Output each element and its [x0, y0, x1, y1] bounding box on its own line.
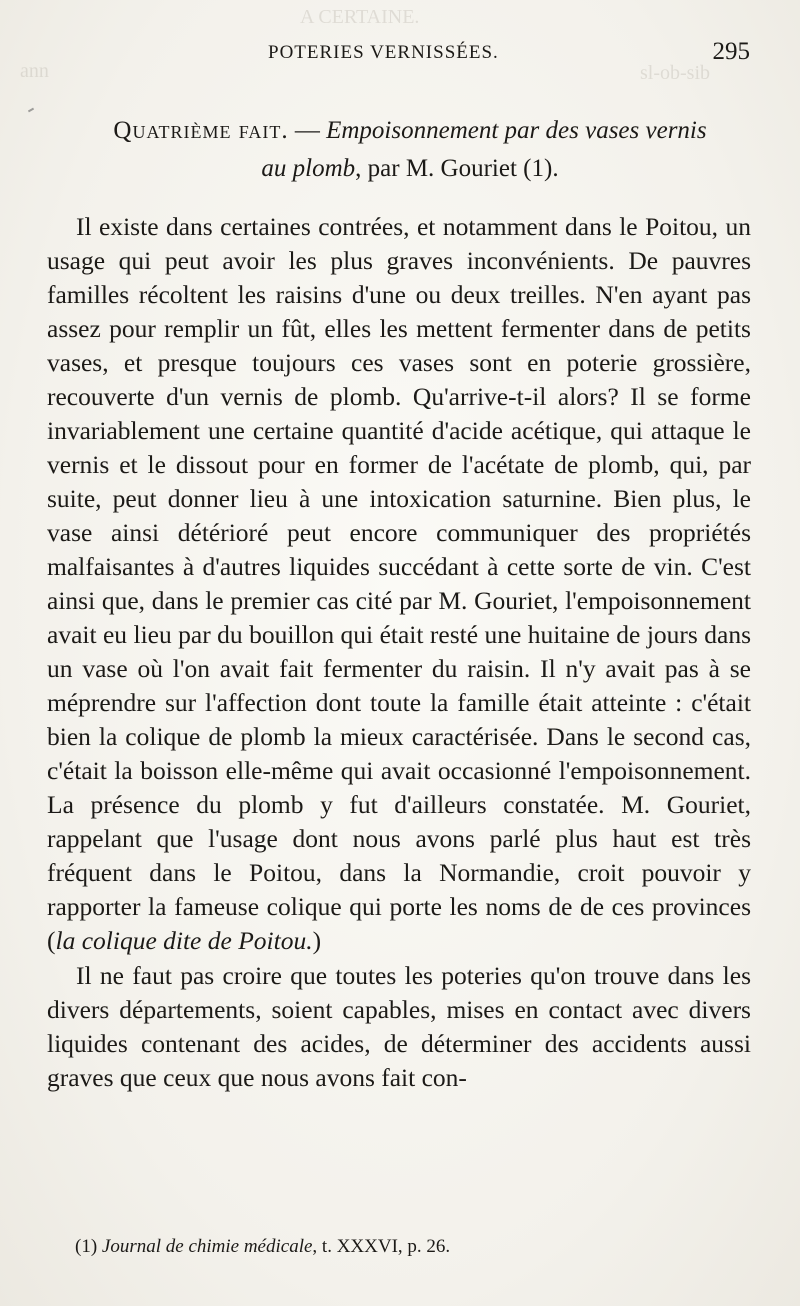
paragraph-1-italic: la colique dite de Poitou. — [55, 926, 313, 955]
footnote-marker: (1) — [75, 1236, 102, 1257]
footnote-journal: Journal de chimie médicale — [101, 1236, 313, 1257]
heading-byline: , par M. Gouriet (1). — [355, 155, 559, 182]
heading-dash: — — [288, 117, 327, 144]
section-heading — [60, 112, 760, 188]
bleed-through-text: ann — [20, 60, 49, 82]
ink-mark — [28, 108, 34, 113]
paragraph-1-end: ) — [312, 926, 322, 955]
body-text — [47, 210, 751, 1095]
heading-title-part2: au plomb — [261, 155, 356, 182]
footnote — [75, 1236, 450, 1258]
paragraph-1 — [47, 210, 751, 958]
footnote-ref: , t. XXXVI, p. 26. — [312, 1236, 451, 1257]
heading-title-part1: Empoisonnement par des vases vernis — [326, 117, 707, 144]
running-title: POTERIES VERNISSÉES. — [268, 42, 499, 63]
paragraph-2: Il ne faut pas croire que toutes les poteries qu'on trouve dans les divers départements, soient capables, mises en contact avec divers liquides contenant des acides, de déterminer des accidents aussi graves que ceux que nous avons fait con- — [47, 961, 751, 1092]
bleed-through-text: sl-ob-sib — [640, 62, 710, 84]
bleed-through-text: A CERTAINE. — [300, 6, 420, 28]
page-number: 295 — [712, 38, 750, 65]
heading-label: Quatrième fait. — [113, 117, 289, 144]
running-head — [0, 38, 800, 72]
paragraph-1-text: Il existe dans certaines contrées, et notamment dans le Poitou, un usage qui peut avoir les plus graves inconvénients. De pauvres familles récoltent les raisins d'une ou deux treilles. N'en ayant pas assez pour remplir un fût, elles les mettent fermenter dans de petits vases, et presque toujours ces vases sont en poterie grossière, recouverte d'un vernis de plomb. Qu'arrive-t-il alors? Il se forme invariablement une certaine quantité d'acide acétique, qui attaque le vernis et le dissout pour en former de l'acétate de plomb, qui, par suite, peut donner lieu à une intoxication saturnine. Bien plus, le vase ainsi détérioré peut encore communiquer des propriétés malfaisantes à d'autres liquides succédant à cette sorte de vin. C'est ainsi que, dans le premier cas cité par M. Gouriet, l'empoisonnement avait eu lieu par du bouillon qui était resté une huitaine de jours dans un vase où l'on avait fait fermenter du raisin. Il n'y avait pas à se méprendre sur l'affection dont toute la famille était atteinte : c'était bien la colique de plomb la mieux caractérisée. Dans le second cas, c'était la boisson elle-même qui avait occasionné l'empoisonnement. La présence du plomb y fut d'ailleurs constatée. M. Gouriet, rappelant que l'usage dont nous avons parlé plus haut est très fréquent dans le Poitou, dans la Normandie, croit pouvoir y rapporter la fameuse colique qui porte les noms de de ces provinces ( — [47, 212, 751, 955]
